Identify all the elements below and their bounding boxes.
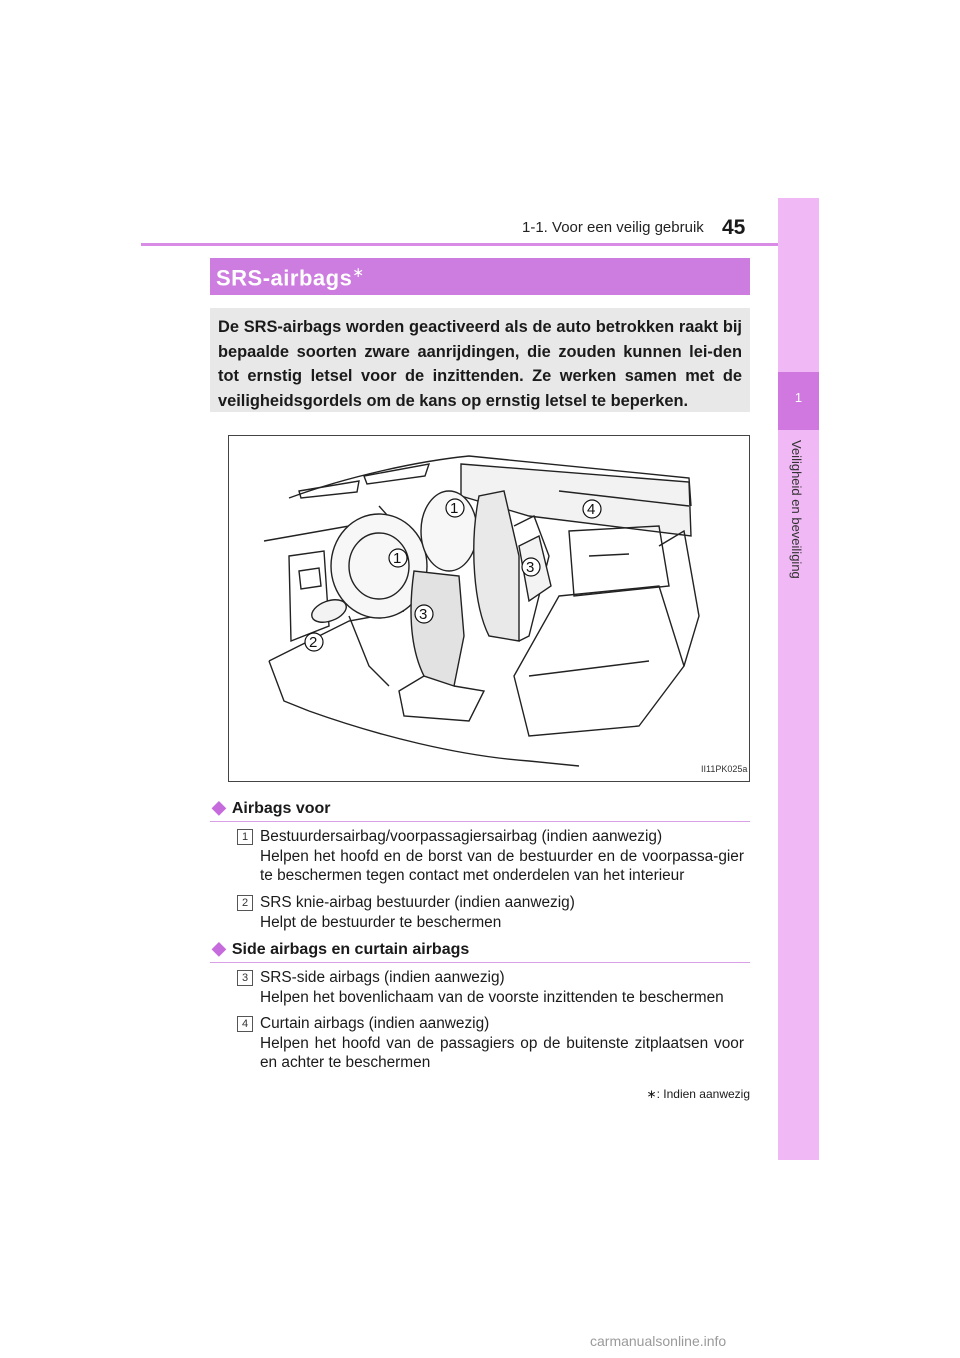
running-header: 1-1. Voor een veilig gebruik — [522, 219, 704, 236]
chapter-side-tab — [778, 198, 819, 1160]
chapter-title-text: Veiligheid en beveiliging — [789, 440, 804, 579]
item-title: Bestuurdersairbag/voorpassagiersairbag (indien aanwezig) — [260, 828, 663, 845]
page-number: 45 — [722, 216, 746, 239]
diamond-icon: ◆ — [212, 938, 226, 958]
subheading-rule — [210, 962, 750, 963]
item-number-2: 2 — [237, 895, 253, 911]
chapter-number: 1 — [794, 390, 803, 405]
svg-text:3: 3 — [526, 559, 535, 576]
svg-text:3: 3 — [419, 606, 428, 623]
header-rule — [141, 243, 819, 246]
callout-1-upper — [446, 499, 464, 517]
item-description: Helpt de bestuurder te beschermen — [260, 913, 502, 931]
diamond-icon: ◆ — [212, 797, 226, 817]
airbag-illustration — [228, 435, 750, 782]
section-title: SRS-airbags — [216, 265, 353, 291]
callout-1-lower — [389, 549, 407, 567]
subheading-text: Side airbags en curtain airbags — [231, 941, 470, 958]
item-description: Helpen het bovenlichaam van de voorste inzittenden te beschermen — [260, 988, 724, 1006]
callout-2 — [305, 633, 323, 651]
watermark: carmanualsonline.info — [590, 1333, 727, 1349]
figure-code: II11PK025a — [701, 764, 748, 774]
callout-4 — [583, 500, 601, 518]
list-item-text — [260, 827, 744, 886]
item-number-3: 3 — [237, 970, 253, 986]
callout-3-left — [415, 605, 433, 623]
item-title: SRS knie-airbag bestuurder (indien aanwezig) — [260, 894, 575, 911]
subheading-side-curtain-airbags — [212, 938, 469, 959]
subheading-front-airbags — [212, 797, 331, 818]
subheading-rule — [210, 821, 750, 822]
svg-text:2: 2 — [309, 634, 318, 651]
item-title: Curtain airbags (indien aanwezig) — [260, 1015, 490, 1032]
callout-3-right — [522, 558, 540, 576]
footnote-text: : Indien aanwezig — [656, 1087, 750, 1101]
section-heading — [216, 264, 365, 291]
asterisk-mark: ∗ — [352, 264, 365, 280]
svg-text:4: 4 — [587, 501, 596, 518]
list-item-text — [260, 968, 744, 1007]
list-item-text — [260, 893, 744, 932]
intro-text: De SRS-airbags worden geactiveerd als de auto betrokken raakt bij bepaalde soorten zware aanrijdingen, die zouden kunnen lei-den tot ernstig letsel voor de inzittenden. Ze werken samen met de veiligheidsgordels om de kans op ernstig letsel te beperken. — [218, 318, 742, 410]
item-number-1: 1 — [237, 829, 253, 845]
item-description: Helpen het hoofd en de borst van de bestuurder en de voorpassa-gier te beschermen tegen contact met onderdelen van het interieur — [260, 847, 744, 884]
footnote — [600, 1087, 750, 1101]
item-description: Helpen het hoofd van de passagiers op de buitenste zitplaatsen voor en achter te beschermen — [260, 1034, 744, 1071]
item-title: SRS-side airbags (indien aanwezig) — [260, 969, 505, 986]
subheading-text: Airbags voor — [231, 800, 331, 817]
item-number-4: 4 — [237, 1016, 253, 1032]
footnote-mark: ∗ — [646, 1087, 657, 1101]
car-interior-drawing — [229, 436, 749, 781]
svg-text:1: 1 — [450, 500, 459, 517]
svg-text:1: 1 — [393, 550, 402, 567]
list-item-text — [260, 1014, 744, 1073]
